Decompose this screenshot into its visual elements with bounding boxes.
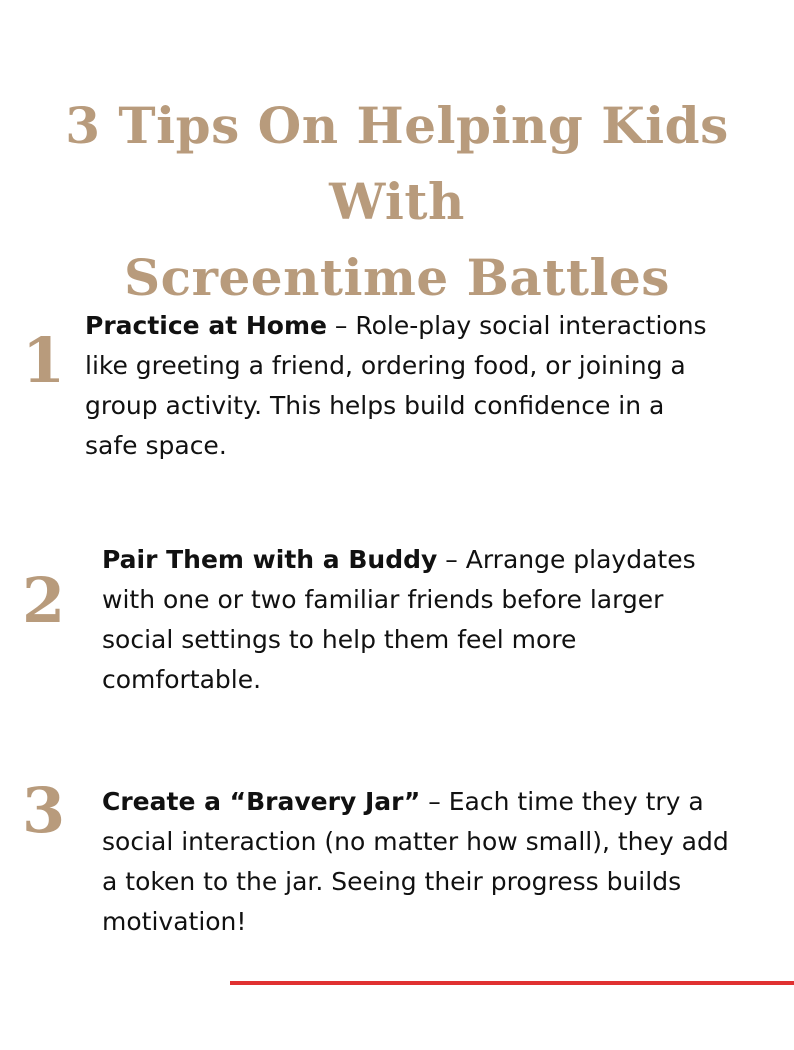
tip-heading: Create a “Bravery Jar” (102, 787, 421, 816)
tip-number: 1 (22, 324, 66, 397)
tip-body: – Each time they try a social interaction (no matter how small), they add a token to the jar. Seeing their progress builds motivation! (102, 787, 729, 936)
tip-heading: Pair Them with a Buddy (102, 545, 438, 574)
tip-text (85, 306, 715, 466)
tip-body: – Arrange playdates with one or two familiar friends before larger social settings to help them feel more comfortable. (102, 545, 696, 694)
divider-line (230, 981, 794, 985)
page-title-line-2: Screentime Battles (124, 248, 670, 307)
tip-number: 3 (22, 774, 66, 847)
page-title (0, 88, 794, 316)
tip-text (102, 782, 742, 942)
page-title-line-1: 3 Tips On Helping Kids With (65, 96, 729, 231)
tip-number: 2 (22, 564, 66, 637)
tip-text (102, 540, 722, 700)
tip-heading: Practice at Home (85, 311, 327, 340)
tip-body: – Role-play social interactions like greeting a friend, ordering food, or joining a group activity. This helps build confidence in a safe space. (85, 311, 707, 460)
